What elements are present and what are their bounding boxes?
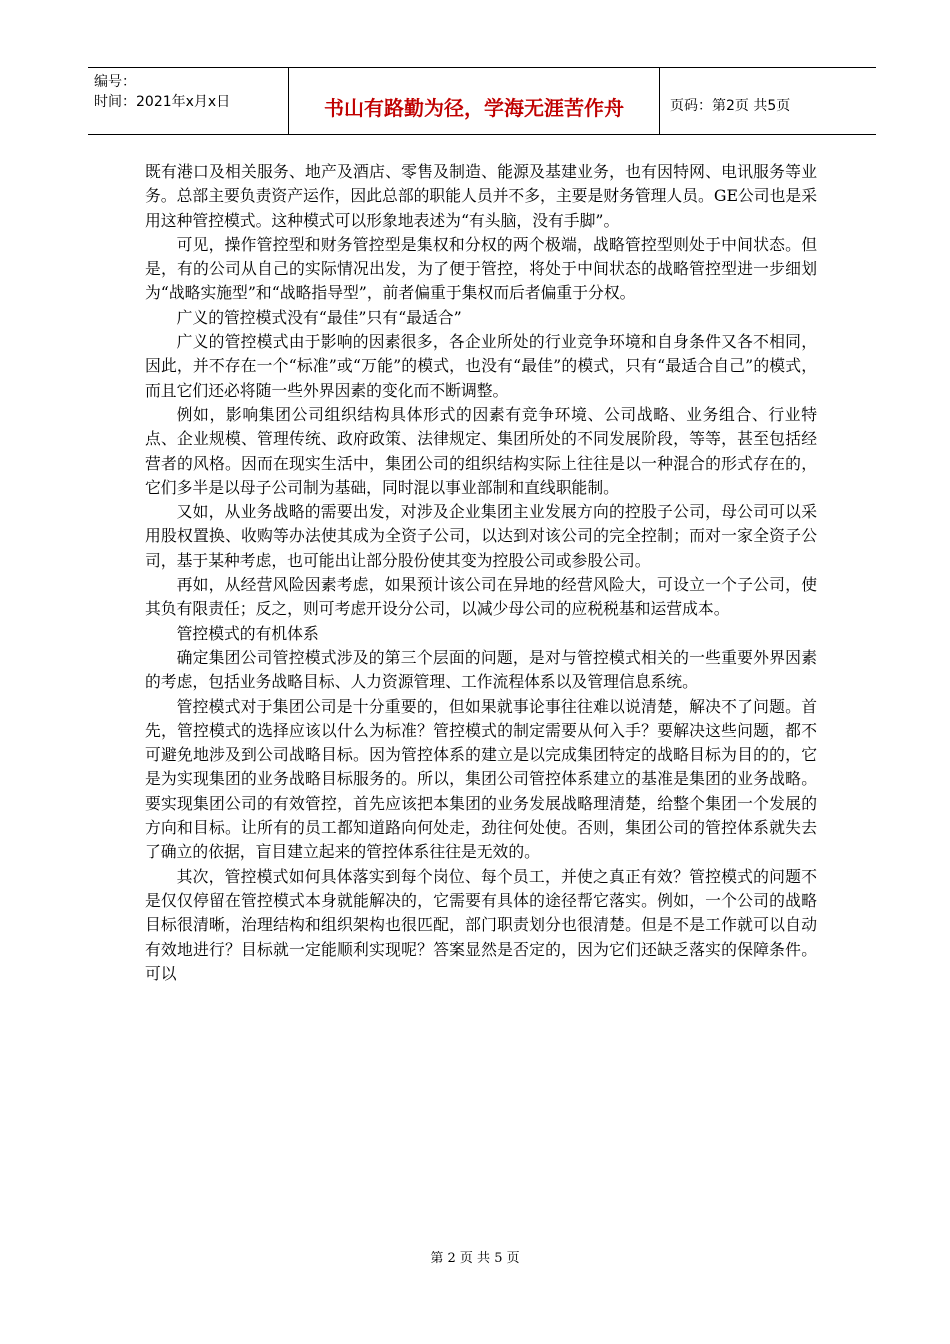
body-paragraph-4: 例如，影响集团公司组织结构具体形式的因素有竞争环境、公司战略、业务组合、行业特点、企业规模、管理传统、政府政策、法律规定、集团所处的不同发展阶段，等等，甚至包括经营者的风格。因而在现实生活中，集团公司的组织结构实际上往往是以一种混合的形式存在的，它们多半是以母子公司制为基础，同时混以事业部制和直线职能制。	[145, 404, 817, 497]
body-paragraph-8: 管控模式对于集团公司是十分重要的，但如果就事论事往往难以说清楚，解决不了问题。首先，管控模式的选择应该以什么为标准？管控模式的制定需要从何入手？要解决这些问题，都不可避免地涉及到公司战略目标。因为管控体系的建立是以完成集团特定的战略目标为目的的，它是为实现集团的业务战略目标服务的。所以，集团公司管控体系建立的基准是集团的业务战略。要实现集团公司的有效管控，首先应该把本集团的业务发展战略理清楚，给整个集团一个发展的方向和目标。让所有的员工都知道路向何处走，劲往何处使。否则，集团公司的管控体系就失去了确立的依据，盲目建立起来的管控体系往往是无效的。	[145, 696, 817, 862]
header-meta	[88, 68, 288, 134]
footer-page-number: 第 2 页 共 5 页	[430, 1251, 520, 1266]
body-paragraph-6: 再如，从经营风险因素考虑，如果预计该公司在异地的经营风险大，可设立一个子公司，使其负有限责任；反之，则可考虑开设分公司，以减少母公司的应税税基和运营成本。	[145, 575, 817, 619]
page-header	[88, 67, 876, 135]
header-slogan-cell	[288, 68, 660, 134]
body-paragraph-7: 确定集团公司管控模式涉及的第三个层面的问题，是对与管控模式相关的一些重要外界因素的考虑，包括业务战略目标、人力资源管理、工作流程体系以及管理信息系统。	[145, 647, 817, 692]
document-number-label: 编号：	[94, 74, 136, 90]
body-paragraph-9: 其次，管控模式如何具体落实到每个岗位、每个员工，并使之真正有效？管控模式的问题不是仅仅停留在管控模式本身就能解决的，它需要有具体的途径帮它落实。例如，一个公司的战略目标很清晰，治理结构和组织架构也很匹配，部门职责划分也很清楚。但是不是工作就可以自动有效地进行？目标就一定能顺利实现呢？答案显然是否定的，因为它们还缺乏落实的保障条件。可以	[145, 866, 817, 983]
section-heading-organic-system: 管控模式的有机体系	[176, 623, 319, 643]
body-paragraph-5: 又如，从业务战略的需要出发，对涉及企业集团主业发展方向的控股子公司，母公司可以采用股权置换、收购等办法使其成为全资子公司，以达到对该公司的完全控制；而对一家全资子公司，基于某种考虑，也可能出让部分股份使其变为控股公司或参股公司。	[145, 502, 817, 570]
body-paragraph-3: 广义的管控模式由于影响的因素很多，各企业所处的行业竞争环境和自身条件又各不相同，因此，并不存在一个“标准”或“万能”的模式，也没有“最佳”的模式，只有“最适合自己”的模式，而且它们还必将随一些外界因素的变化而不断调整。	[145, 332, 817, 400]
body-paragraph-2: 可见，操作管控型和财务管控型是集权和分权的两个极端，战略管控型则处于中间状态。但是，有的公司从自己的实际情况出发，为了便于管控，将处于中间状态的战略管控型进一步细划为“战略实施型”和“战略指导型”，前者偏重于集权而后者偏重于分权。	[145, 234, 817, 303]
body-paragraph-1: 既有港口及相关服务、地产及酒店、零售及制造、能源及基建业务，也有因特网、电讯服务等业务。总部主要负责资产运作，因此总部的职能人员并不多，主要是财务管理人员。GE公司也是采用这种管控模式。这种模式可以形象地表述为“有头脑，没有手脚”。	[145, 162, 817, 230]
header-page-info-cell	[660, 68, 876, 134]
document-body	[145, 160, 817, 986]
page-footer	[0, 1247, 950, 1266]
section-heading-best-fit: 广义的管控模式没有“最佳”只有“最适合”	[176, 307, 462, 327]
header-slogan: 书山有路勤为径，学海无涯苦作舟	[324, 95, 624, 120]
header-page-info: 页码：第2页 共5页	[670, 98, 791, 114]
document-time-label: 时间：2021年x月x日	[94, 94, 231, 110]
